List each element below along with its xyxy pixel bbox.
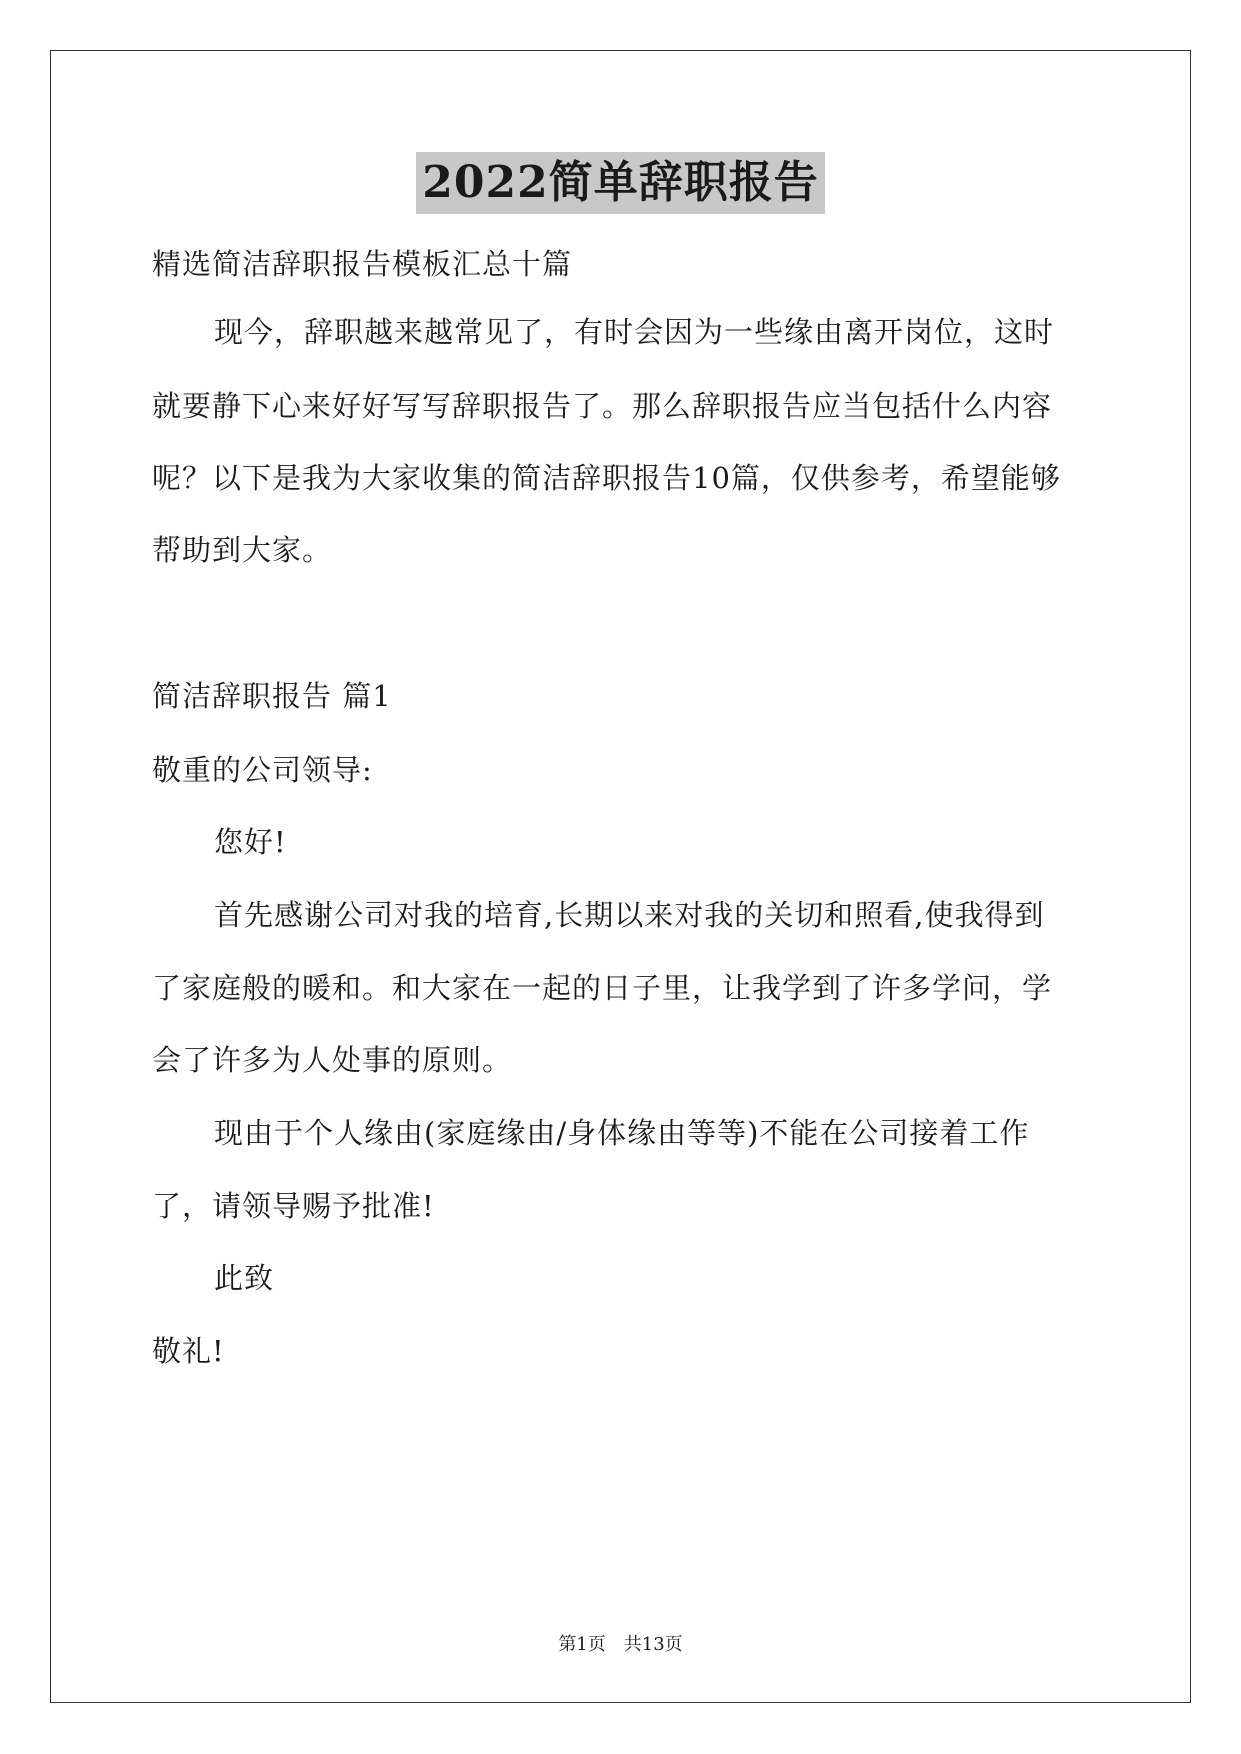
- section-heading: 简洁辞职报告 篇1: [152, 679, 392, 713]
- greeting: 您好!: [214, 825, 287, 859]
- paragraph-line: 会了许多为人处事的原则。: [152, 1043, 513, 1077]
- page-number-footer: 第1页 共13页: [558, 1634, 683, 1655]
- closing-line: 此致: [214, 1261, 275, 1295]
- paragraph-line: 了家庭般的暖和。和大家在一起的日子里，让我学到了许多学问，学: [152, 971, 1053, 1005]
- salutation: 敬重的公司领导:: [152, 753, 373, 787]
- paragraph-line: 首先感谢公司对我的培育,长期以来对我的关切和照看,使我得到: [214, 898, 1045, 932]
- intro-line: 就要静下心来好好写写辞职报告了。那么辞职报告应当包括什么内容: [152, 389, 1053, 423]
- document-title: 2022简单辞职报告: [416, 152, 824, 214]
- paragraph-line: 了，请领导赐予批准!: [152, 1189, 435, 1223]
- title-container: [0, 152, 1241, 214]
- closing-line: 敬礼!: [152, 1334, 225, 1368]
- intro-line: 帮助到大家。: [152, 533, 333, 567]
- page-border: [50, 50, 1191, 1703]
- intro-line: 呢？以下是我为大家收集的简洁辞职报告10篇，仅供参考，希望能够: [152, 461, 1061, 495]
- intro-line: 现今，辞职越来越常见了，有时会因为一些缘由离开岗位，这时: [214, 315, 1055, 349]
- document-subtitle: 精选简洁辞职报告模板汇总十篇: [152, 247, 573, 281]
- paragraph-line: 现由于个人缘由(家庭缘由/身体缘由等等)不能在公司接着工作: [214, 1116, 1030, 1150]
